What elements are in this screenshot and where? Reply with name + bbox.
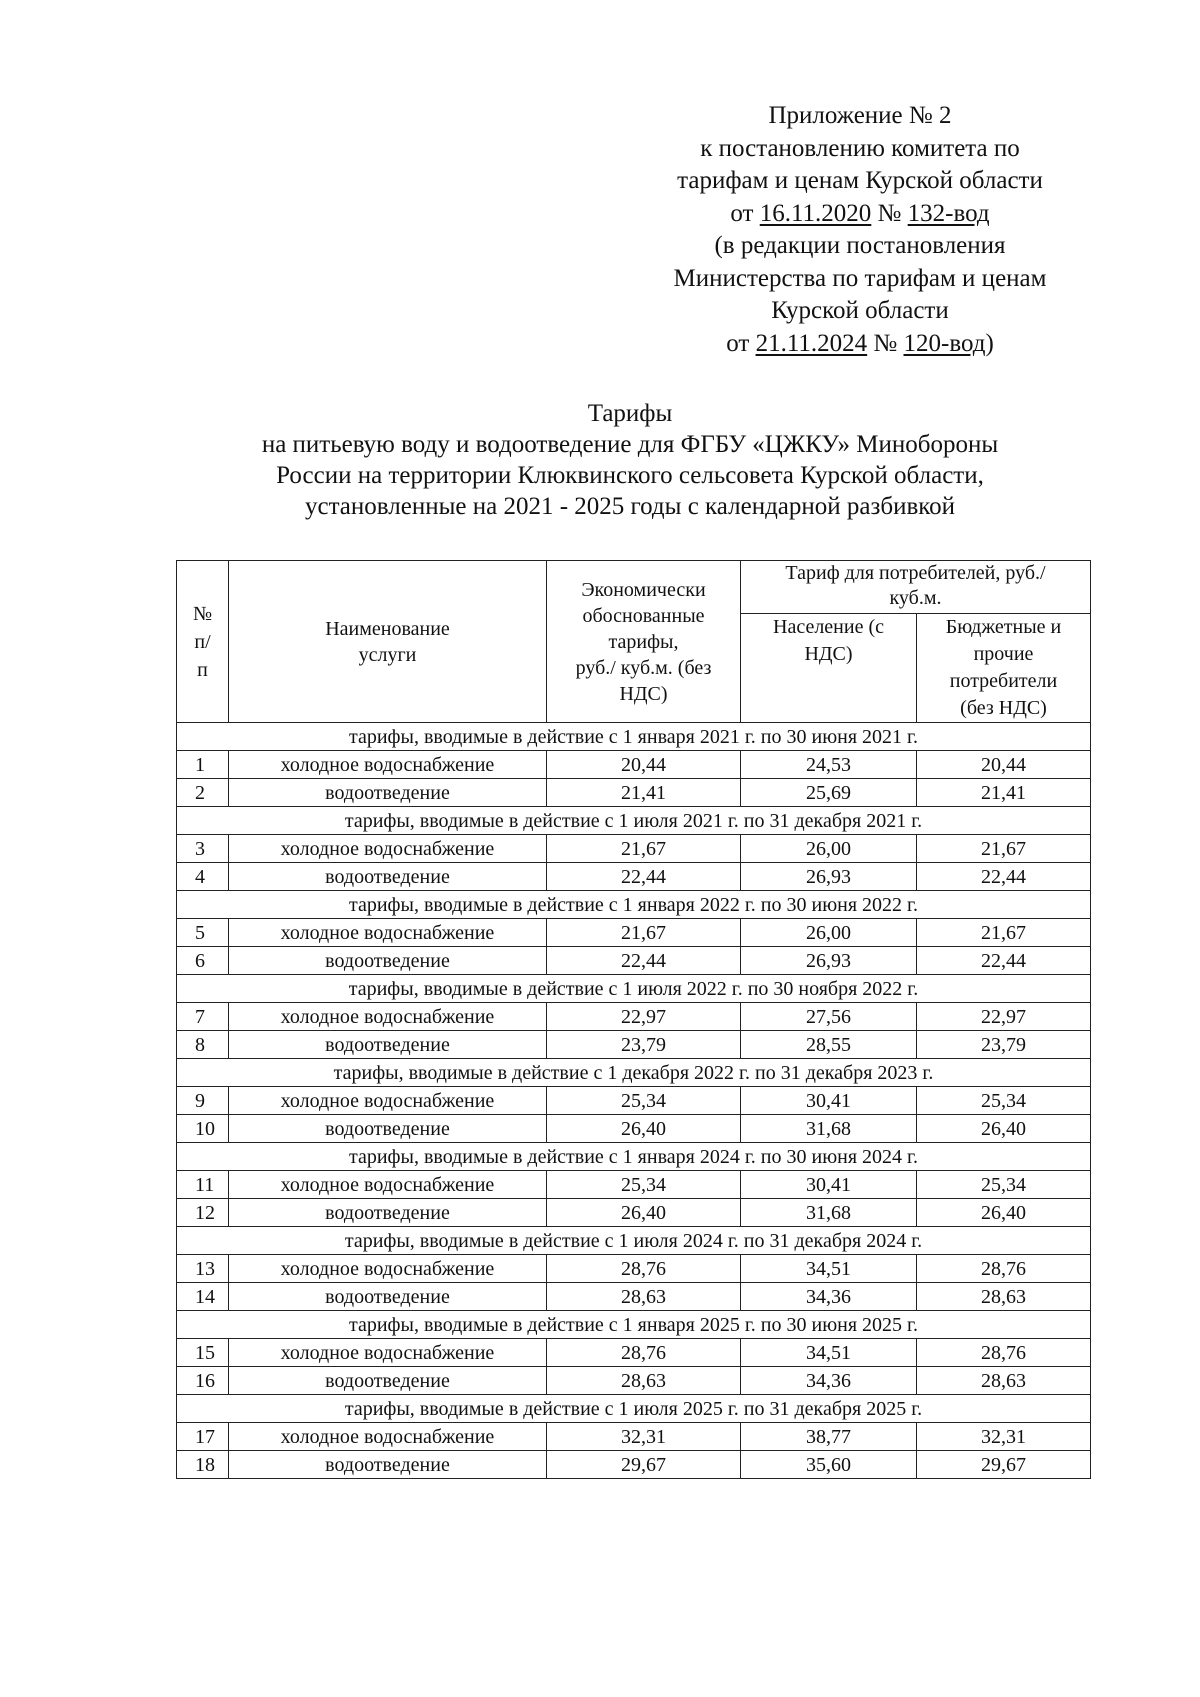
economic-tariff-cell: 25,34: [547, 1087, 741, 1115]
economic-tariff-cell: 26,40: [547, 1115, 741, 1143]
header-text: Бюджетные и: [945, 616, 1062, 638]
title-line: на питьевую воду и водоотведение для ФГБУ «ЦЖКУ» Минобороны: [261, 431, 999, 458]
table-row: [177, 863, 1091, 891]
budget-tariff-cell: 21,67: [917, 919, 1091, 947]
resolution-date: 16.11.2020: [759, 199, 872, 227]
table-row: [177, 779, 1091, 807]
appendix-resolution-line: [630, 198, 1090, 231]
header-number: [177, 561, 229, 723]
economic-tariff-cell: 28,76: [547, 1339, 741, 1367]
population-tariff-cell: 26,93: [741, 947, 917, 975]
row-number-cell: 11: [177, 1171, 229, 1199]
table-row: [177, 1367, 1091, 1395]
economic-tariff-cell: 25,34: [547, 1171, 741, 1199]
header-text: НДС): [804, 643, 853, 665]
period-row: [177, 975, 1091, 1003]
service-name-cell: водоотведение: [229, 1115, 547, 1143]
table-row: [177, 1199, 1091, 1227]
economic-tariff-cell: 28,63: [547, 1283, 741, 1311]
table-row: [177, 751, 1091, 779]
budget-tariff-cell: 22,44: [917, 947, 1091, 975]
table-row: [177, 1171, 1091, 1199]
row-number-cell: 14: [177, 1283, 229, 1311]
budget-tariff-cell: 22,97: [917, 1003, 1091, 1031]
period-label: тарифы, вводимые в действие с 1 июля 2025 г. по 31 декабря 2025 г.: [177, 1395, 1091, 1423]
header-text: (без НДС): [960, 697, 1047, 719]
revision-date: 21.11.2024: [755, 329, 868, 357]
budget-tariff-cell: 28,76: [917, 1339, 1091, 1367]
appendix-line: Министерства по тарифам и ценам: [673, 264, 1047, 292]
header-text: НДС): [619, 682, 668, 705]
economic-tariff-cell: 21,41: [547, 779, 741, 807]
row-number-cell: 3: [177, 835, 229, 863]
service-name-cell: холодное водоснабжение: [229, 1255, 547, 1283]
period-label: тарифы, вводимые в действие с 1 января 2024 г. по 30 июня 2024 г.: [177, 1143, 1091, 1171]
budget-tariff-cell: 23,79: [917, 1031, 1091, 1059]
row-number-cell: 7: [177, 1003, 229, 1031]
population-tariff-cell: 25,69: [741, 779, 917, 807]
economic-tariff-cell: 21,67: [547, 919, 741, 947]
table-body: [177, 723, 1091, 1479]
population-tariff-cell: 34,51: [741, 1255, 917, 1283]
row-number-cell: 10: [177, 1115, 229, 1143]
title-line: Тарифы: [587, 400, 673, 427]
service-name-cell: водоотведение: [229, 1283, 547, 1311]
budget-tariff-cell: 25,34: [917, 1171, 1091, 1199]
header-text: Население (с: [773, 616, 884, 638]
period-label: тарифы, вводимые в действие с 1 января 2021 г. по 30 июня 2021 г.: [177, 723, 1091, 751]
table-row: [177, 1451, 1091, 1479]
header-text: п/: [194, 630, 211, 653]
period-row: [177, 723, 1091, 751]
period-row: [177, 1143, 1091, 1171]
service-name-cell: водоотведение: [229, 863, 547, 891]
budget-tariff-cell: 32,31: [917, 1423, 1091, 1451]
population-tariff-cell: 26,00: [741, 835, 917, 863]
budget-tariff-cell: 25,34: [917, 1087, 1091, 1115]
service-name-cell: холодное водоснабжение: [229, 1423, 547, 1451]
header-text: потребители: [949, 670, 1058, 692]
economic-tariff-cell: 22,44: [547, 863, 741, 891]
period-row: [177, 891, 1091, 919]
economic-tariff-cell: 22,97: [547, 1003, 741, 1031]
table-header: [177, 561, 1091, 723]
appendix-title: Приложение № 2: [768, 102, 952, 129]
table-row: [177, 1115, 1091, 1143]
budget-tariff-cell: 28,63: [917, 1367, 1091, 1395]
population-tariff-cell: 24,53: [741, 751, 917, 779]
header-text: №: [192, 602, 213, 625]
header-budget-consumers: [917, 614, 1091, 723]
population-tariff-cell: 34,36: [741, 1367, 917, 1395]
economic-tariff-cell: 29,67: [547, 1451, 741, 1479]
budget-tariff-cell: 21,41: [917, 779, 1091, 807]
budget-tariff-cell: 26,40: [917, 1115, 1091, 1143]
resolution-number: 132-вод: [907, 199, 990, 227]
population-tariff-cell: 27,56: [741, 1003, 917, 1031]
tariff-table: [176, 560, 1091, 1479]
header-text: обоснованные: [582, 604, 705, 627]
service-name-cell: холодное водоснабжение: [229, 835, 547, 863]
period-label: тарифы, вводимые в действие с 1 июля 2022 г. по 30 ноября 2022 г.: [177, 975, 1091, 1003]
economic-tariff-cell: 21,67: [547, 835, 741, 863]
appendix-line: тарифам и ценам Курской области: [677, 167, 1043, 194]
row-number-cell: 13: [177, 1255, 229, 1283]
service-name-cell: водоотведение: [229, 1031, 547, 1059]
date-prefix: от: [730, 199, 760, 227]
economic-tariff-cell: 23,79: [547, 1031, 741, 1059]
header-text: куб.м.: [889, 587, 942, 609]
economic-tariff-cell: 20,44: [547, 751, 741, 779]
row-number-cell: 18: [177, 1451, 229, 1479]
header-text: Тариф для потребителей, руб./: [785, 562, 1046, 584]
header-text: руб./ куб.м. (без: [575, 656, 712, 679]
budget-tariff-cell: 28,76: [917, 1255, 1091, 1283]
header-text: прочие: [973, 643, 1034, 665]
period-row: [177, 1395, 1091, 1423]
row-number-cell: 6: [177, 947, 229, 975]
row-number-cell: 12: [177, 1199, 229, 1227]
service-name-cell: водоотведение: [229, 1451, 547, 1479]
service-name-cell: холодное водоснабжение: [229, 919, 547, 947]
service-name-cell: холодное водоснабжение: [229, 751, 547, 779]
appendix-revision-line: [630, 328, 1090, 361]
population-tariff-cell: 34,51: [741, 1339, 917, 1367]
period-row: [177, 1227, 1091, 1255]
table-row: [177, 947, 1091, 975]
period-row: [177, 1311, 1091, 1339]
period-row: [177, 807, 1091, 835]
header-text: тарифы,: [608, 630, 679, 653]
budget-tariff-cell: 21,67: [917, 835, 1091, 863]
header-service-name: [229, 561, 547, 723]
population-tariff-cell: 38,77: [741, 1423, 917, 1451]
period-label: тарифы, вводимые в действие с 1 января 2022 г. по 30 июня 2022 г.: [177, 891, 1091, 919]
header-text: п: [197, 658, 208, 681]
rev-number-prefix: №: [867, 329, 904, 357]
header-consumer-tariff: [741, 561, 1091, 614]
title-line: установленные на 2021 - 2025 годы с календарной разбивкой: [304, 493, 956, 520]
service-name-cell: холодное водоснабжение: [229, 1003, 547, 1031]
row-number-cell: 8: [177, 1031, 229, 1059]
header-text: Экономически: [581, 578, 706, 601]
budget-tariff-cell: 28,63: [917, 1283, 1091, 1311]
period-label: тарифы, вводимые в действие с 1 января 2025 г. по 30 июня 2025 г.: [177, 1311, 1091, 1339]
rev-suffix: ): [985, 329, 994, 357]
title-line: России на территории Клюквинского сельсовета Курской области,: [276, 462, 984, 489]
period-row: [177, 1059, 1091, 1087]
appendix-line: Курской области: [771, 297, 949, 324]
service-name-cell: водоотведение: [229, 947, 547, 975]
population-tariff-cell: 34,36: [741, 1283, 917, 1311]
number-prefix: №: [871, 199, 908, 227]
population-tariff-cell: 28,55: [741, 1031, 917, 1059]
appendix-line: к постановлению комитета по: [700, 134, 1020, 162]
budget-tariff-cell: 26,40: [917, 1199, 1091, 1227]
row-number-cell: 1: [177, 751, 229, 779]
appendix-line: (в редакции постановления: [714, 232, 1006, 259]
service-name-cell: холодное водоснабжение: [229, 1087, 547, 1115]
table-row: [177, 1283, 1091, 1311]
appendix-header: [630, 100, 1090, 360]
population-tariff-cell: 30,41: [741, 1087, 917, 1115]
table-row: [177, 1339, 1091, 1367]
service-name-cell: холодное водоснабжение: [229, 1171, 547, 1199]
population-tariff-cell: 31,68: [741, 1115, 917, 1143]
period-label: тарифы, вводимые в действие с 1 декабря 2022 г. по 31 декабря 2023 г.: [177, 1059, 1091, 1087]
table-row: [177, 1087, 1091, 1115]
header-text: услуги: [358, 643, 417, 666]
service-name-cell: холодное водоснабжение: [229, 1339, 547, 1367]
table-row: [177, 919, 1091, 947]
economic-tariff-cell: 28,63: [547, 1367, 741, 1395]
row-number-cell: 17: [177, 1423, 229, 1451]
economic-tariff-cell: 28,76: [547, 1255, 741, 1283]
row-number-cell: 5: [177, 919, 229, 947]
row-number-cell: 2: [177, 779, 229, 807]
period-label: тарифы, вводимые в действие с 1 июля 2024 г. по 31 декабря 2024 г.: [177, 1227, 1091, 1255]
document-title: [170, 398, 1090, 522]
service-name-cell: водоотведение: [229, 779, 547, 807]
service-name-cell: водоотведение: [229, 1367, 547, 1395]
population-tariff-cell: 26,00: [741, 919, 917, 947]
header-text: Наименование: [325, 617, 450, 640]
row-number-cell: 4: [177, 863, 229, 891]
population-tariff-cell: 35,60: [741, 1451, 917, 1479]
row-number-cell: 16: [177, 1367, 229, 1395]
economic-tariff-cell: 32,31: [547, 1423, 741, 1451]
budget-tariff-cell: 29,67: [917, 1451, 1091, 1479]
budget-tariff-cell: 20,44: [917, 751, 1091, 779]
row-number-cell: 9: [177, 1087, 229, 1115]
header-economic-tariff: [547, 561, 741, 723]
period-label: тарифы, вводимые в действие с 1 июля 2021 г. по 31 декабря 2021 г.: [177, 807, 1091, 835]
population-tariff-cell: 26,93: [741, 863, 917, 891]
table-row: [177, 1255, 1091, 1283]
table-row: [177, 1423, 1091, 1451]
budget-tariff-cell: 22,44: [917, 863, 1091, 891]
economic-tariff-cell: 26,40: [547, 1199, 741, 1227]
rev-date-prefix: от: [726, 329, 756, 357]
population-tariff-cell: 30,41: [741, 1171, 917, 1199]
revision-number: 120-вод: [903, 329, 986, 357]
population-tariff-cell: 31,68: [741, 1199, 917, 1227]
header-population: [741, 614, 917, 723]
table-row: [177, 1031, 1091, 1059]
economic-tariff-cell: 22,44: [547, 947, 741, 975]
table-row: [177, 1003, 1091, 1031]
table-row: [177, 835, 1091, 863]
service-name-cell: водоотведение: [229, 1199, 547, 1227]
row-number-cell: 15: [177, 1339, 229, 1367]
